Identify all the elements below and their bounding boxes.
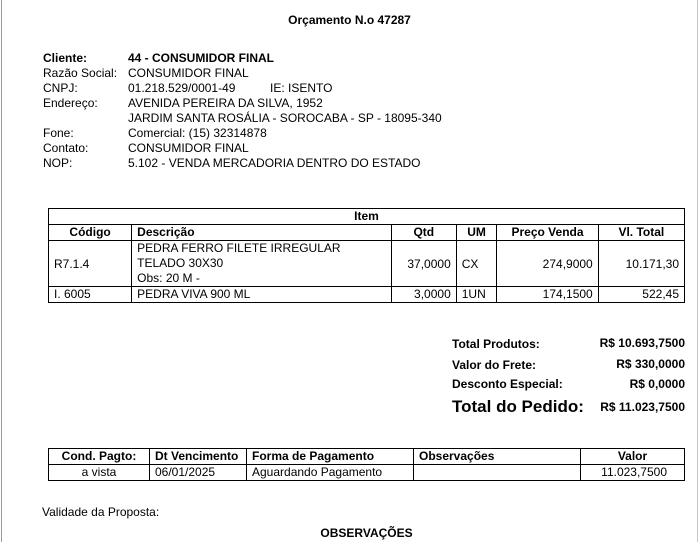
page-left-border: [1, 0, 2, 542]
payment-obs: [414, 465, 581, 481]
desconto-especial-value: R$ 0,0000: [629, 377, 685, 391]
payment-forma: Aguardando Pagamento: [247, 465, 414, 481]
row1-desc-obs: Obs: 20 M -: [137, 271, 200, 285]
total-pedido-value: R$ 11.023,7500: [600, 400, 685, 414]
nop-label: NOP:: [43, 156, 73, 170]
row2-descricao: PEDRA VIVA 900 ML: [132, 287, 392, 303]
observacoes-heading: OBSERVAÇÕES: [320, 526, 413, 540]
contato-label: Contato:: [43, 141, 89, 155]
row1-um: CX: [456, 241, 497, 287]
table-row: [49, 465, 685, 481]
validade-proposta-label: Validade da Proposta:: [42, 505, 160, 519]
fone-label: Fone:: [43, 126, 74, 140]
row1-codigo: R7.1.4: [49, 241, 132, 287]
row1-desc-line1: PEDRA FERRO FILETE IRREGULAR: [137, 241, 341, 255]
row1-preco: 274,9000: [497, 241, 598, 287]
payment-valor: 11.023,7500: [581, 465, 685, 481]
col-header-codigo: Código: [49, 225, 132, 241]
valor-frete-value: R$ 330,0000: [616, 357, 685, 371]
total-pedido-label: Total do Pedido:: [452, 397, 584, 416]
col-header-dt-vencimento: Dt Vencimento: [150, 449, 247, 465]
col-header-preco-venda: Preço Venda: [497, 225, 598, 241]
col-header-um: UM: [456, 225, 497, 241]
cliente-label: Cliente:: [43, 51, 88, 65]
items-table: [48, 208, 685, 303]
endereco-line2: JARDIM SANTA ROSÁLIA - SOROCABA - SP - 18095-340: [128, 111, 442, 125]
payment-vencimento: 06/01/2025: [150, 465, 247, 481]
desconto-especial-label: Desconto Especial:: [452, 377, 563, 391]
col-header-observacoes: Observações: [414, 449, 581, 465]
table-row: [49, 287, 685, 303]
row2-qtd: 3,0000: [391, 287, 456, 303]
col-header-valor: Valor: [581, 449, 685, 465]
row1-total: 10.171,30: [598, 241, 684, 287]
endereco-label: Endereço:: [43, 96, 98, 110]
ie-value: ISENTO: [288, 81, 333, 95]
ie-label: IE:: [270, 81, 285, 95]
page-right-border: [697, 0, 698, 542]
contato-value: CONSUMIDOR FINAL: [128, 141, 249, 155]
cliente-value: 44 - CONSUMIDOR FINAL: [128, 51, 275, 65]
row2-um: 1UN: [456, 287, 497, 303]
fone-value: Comercial: (15) 32314878: [128, 126, 267, 140]
table-row: [49, 241, 685, 287]
cnpj-label: CNPJ:: [43, 81, 78, 95]
total-produtos-label: Total Produtos:: [452, 337, 540, 351]
row2-preco: 174,1500: [497, 287, 598, 303]
payment-cond: a vista: [49, 465, 150, 481]
col-header-descricao: Descrição: [132, 225, 392, 241]
page-title: Orçamento N.o 47287: [288, 13, 411, 27]
row2-codigo: I. 6005: [49, 287, 132, 303]
razao-social-label: Razão Social:: [43, 66, 118, 80]
items-table-caption: Item: [49, 209, 685, 225]
row1-desc-line2: TELADO 30X30: [137, 256, 224, 270]
cnpj-value: 01.218.529/0001-49: [128, 81, 236, 95]
col-header-qtd: Qtd: [391, 225, 456, 241]
endereco-line1: AVENIDA PEREIRA DA SILVA, 1952: [128, 96, 323, 110]
razao-social-value: CONSUMIDOR FINAL: [128, 66, 249, 80]
col-header-forma-pagamento: Forma de Pagamento: [247, 449, 414, 465]
row2-total: 522,45: [598, 287, 684, 303]
total-produtos-value: R$ 10.693,7500: [599, 336, 685, 350]
nop-value: 5.102 - VENDA MERCADORIA DENTRO DO ESTADO: [128, 156, 421, 170]
row1-qtd: 37,0000: [391, 241, 456, 287]
col-header-vl-total: Vl. Total: [598, 225, 684, 241]
payment-table: [48, 448, 685, 481]
col-header-cond-pagto: Cond. Pagto:: [49, 449, 150, 465]
valor-frete-label: Valor do Frete:: [452, 358, 537, 372]
row1-descricao: [132, 241, 392, 287]
